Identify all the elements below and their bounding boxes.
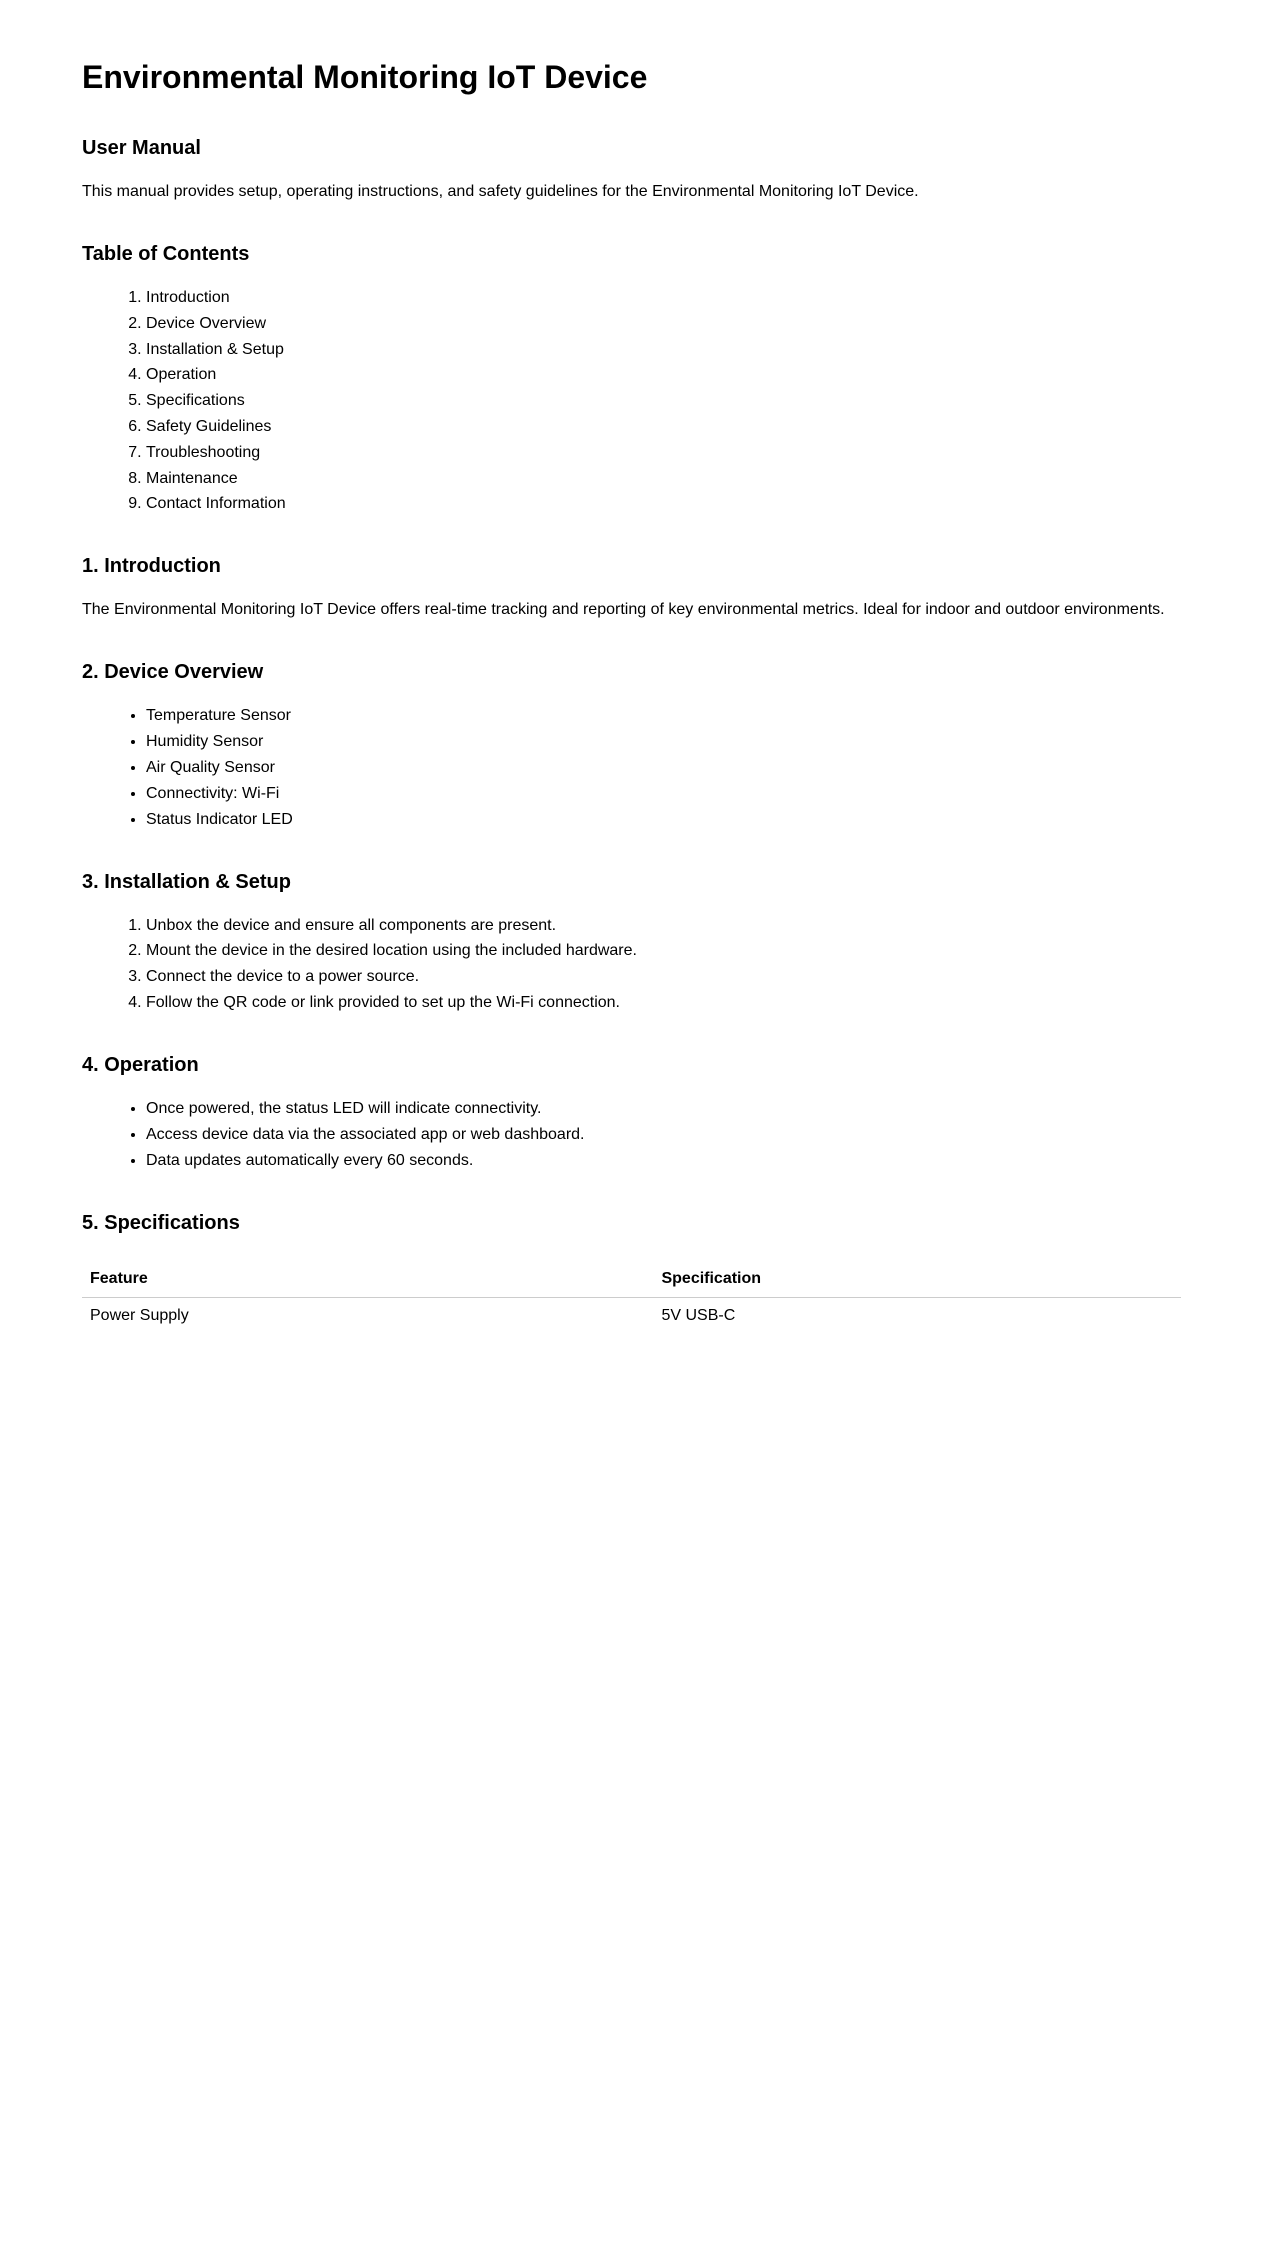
device-feature-item: • Temperature Sensor bbox=[146, 706, 1181, 726]
toc-item: 5. Specifications bbox=[146, 391, 1181, 411]
document-title: Environmental Monitoring IoT Device bbox=[82, 59, 648, 95]
section-operation bbox=[82, 1053, 1181, 1171]
operation-item: • Once powered, the status LED will indicate connectivity. bbox=[146, 1099, 1181, 1119]
section-introduction bbox=[82, 554, 1181, 620]
device-feature-item: • Air Quality Sensor bbox=[146, 758, 1181, 778]
toc-item: 7. Troubleshooting bbox=[146, 443, 1181, 463]
operation-heading: 4. Operation bbox=[82, 1053, 199, 1076]
device-feature-item: • Humidity Sensor bbox=[146, 732, 1181, 752]
installation-step: 2. Mount the device in the desired location using the included hardware. bbox=[146, 941, 1181, 961]
column-header-specification: Specification bbox=[653, 1261, 1181, 1298]
operation-item: • Access device data via the associated app or web dashboard. bbox=[146, 1125, 1181, 1145]
installation-step: 3. Connect the device to a power source. bbox=[146, 967, 1181, 987]
toc-item: 3. Installation & Setup bbox=[146, 340, 1181, 360]
device-overview-list bbox=[82, 706, 1181, 829]
specifications-heading: 5. Specifications bbox=[82, 1211, 240, 1234]
intro-paragraph: This manual provides setup, operating instructions, and safety guidelines for the Environmental Monitoring IoT Device. bbox=[82, 183, 919, 200]
specifications-table bbox=[82, 1261, 1181, 1334]
section-device-overview bbox=[82, 660, 1181, 829]
section-installation bbox=[82, 870, 1181, 1013]
toc-item: 6. Safety Guidelines bbox=[146, 417, 1181, 437]
toc-item: 2. Device Overview bbox=[146, 314, 1181, 334]
section-specifications bbox=[82, 1211, 1181, 1334]
toc-list bbox=[82, 288, 1181, 514]
feature-cell: Power Supply bbox=[90, 1306, 189, 1324]
document-subtitle: User Manual bbox=[82, 137, 201, 159]
column-header-feature: Feature bbox=[82, 1261, 653, 1298]
operation-item: • Data updates automatically every 60 seconds. bbox=[146, 1151, 1181, 1171]
table-header-row bbox=[82, 1261, 1181, 1298]
toc-item: 9. Contact Information bbox=[146, 494, 1181, 514]
device-feature-item: • Connectivity: Wi-Fi bbox=[146, 784, 1181, 804]
installation-step: 1. Unbox the device and ensure all components are present. bbox=[146, 916, 1181, 936]
installation-steps bbox=[82, 916, 1181, 1013]
installation-step: 4. Follow the QR code or link provided to set up the Wi-Fi connection. bbox=[146, 993, 1181, 1013]
toc-item: 8. Maintenance bbox=[146, 469, 1181, 489]
table-row bbox=[82, 1297, 1181, 1334]
introduction-text: The Environmental Monitoring IoT Device offers real-time tracking and reporting of key environmental metrics. Ideal for indoor and outdoor environments. bbox=[82, 601, 1165, 619]
toc-item: 1. Introduction bbox=[146, 288, 1181, 308]
toc-item: 4. Operation bbox=[146, 365, 1181, 385]
installation-heading: 3. Installation & Setup bbox=[82, 870, 291, 893]
device-overview-heading: 2. Device Overview bbox=[82, 661, 264, 684]
table-of-contents bbox=[82, 242, 1181, 514]
toc-heading: Table of Contents bbox=[82, 243, 250, 265]
specification-cell: 5V USB-C bbox=[661, 1306, 736, 1324]
operation-list bbox=[82, 1099, 1181, 1171]
device-feature-item: • Status Indicator LED bbox=[146, 810, 1181, 830]
introduction-heading: 1. Introduction bbox=[82, 555, 221, 578]
